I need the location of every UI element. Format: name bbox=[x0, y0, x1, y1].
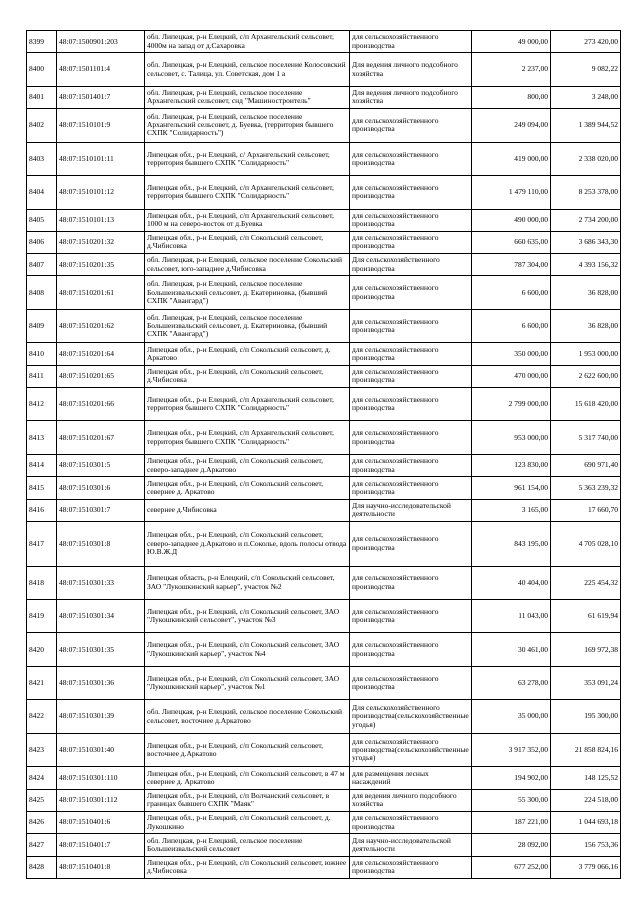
table-row bbox=[27, 700, 621, 733]
area-cell: 961 154,00 bbox=[472, 477, 551, 499]
address-cell: Липецкая обл., р-н Елецкий, с/п Сокольский сельсовет, д.Чибисовка bbox=[145, 365, 350, 387]
cadastral-number-cell: 48:07:1501101:4 bbox=[57, 53, 145, 86]
area-cell: 843 195,00 bbox=[472, 521, 551, 566]
row-number-cell: 8401 bbox=[27, 86, 57, 108]
address-cell: Липецкая обл., р-н Елецкий, с/п Сокольский сельсовет, д. Лукошкино bbox=[145, 811, 350, 833]
cadastral-number-cell: 48:07:1510201:61 bbox=[57, 276, 145, 309]
area-cell: 11 043,00 bbox=[472, 599, 551, 632]
address-cell: обл. Липецкая, р-н Елецкий, сельское поселение Большеизвальский сельсовет, д. Екатериновка, (бывший СХПК "Авангард") bbox=[145, 276, 350, 309]
land-use-cell: Для ведения личного подсобного хозяйства bbox=[350, 86, 472, 108]
table-row bbox=[27, 421, 621, 454]
cadastral-value-cell: 2 338 020,00 bbox=[551, 142, 621, 175]
area-cell: 194 902,00 bbox=[472, 767, 551, 789]
cadastral-value-cell: 36 828,00 bbox=[551, 309, 621, 342]
cadastral-value-cell: 156 753,36 bbox=[551, 834, 621, 856]
cadastral-number-cell: 48:07:1510201:66 bbox=[57, 388, 145, 421]
table-row bbox=[27, 599, 621, 632]
row-number-cell: 8427 bbox=[27, 834, 57, 856]
row-number-cell: 8400 bbox=[27, 53, 57, 86]
land-use-cell: для сельскохозяйственного производства bbox=[350, 309, 472, 342]
address-cell: Липецкая обл., р-н Елецкий, с/п Архангельский сельсовет, 1000 м на северо-восток от д.Буевка bbox=[145, 209, 350, 231]
land-use-cell: Для научно-исследовательской деятельности bbox=[350, 499, 472, 521]
row-number-cell: 8421 bbox=[27, 666, 57, 699]
area-cell: 2 799 000,00 bbox=[472, 388, 551, 421]
row-number-cell: 8420 bbox=[27, 633, 57, 666]
row-number-cell: 8410 bbox=[27, 343, 57, 365]
land-use-cell: Для сельскохозяйственного производства(сельскохозяйственные угодья) bbox=[350, 700, 472, 733]
cadastral-number-cell: 48:07:1510301:40 bbox=[57, 733, 145, 766]
land-use-cell: для сельскохозяйственного производства bbox=[350, 343, 472, 365]
cadastral-number-cell: 48:07:1510101:9 bbox=[57, 109, 145, 142]
land-use-cell: для сельскохозяйственного производства bbox=[350, 176, 472, 209]
cadastral-number-cell: 48:07:1510201:65 bbox=[57, 365, 145, 387]
row-number-cell: 8405 bbox=[27, 209, 57, 231]
address-cell: Липецкая обл., р-н Елецкий, с/п Сокольский сельсовет, д. Аркатово bbox=[145, 343, 350, 365]
land-use-cell: для сельскохозяйственного производства bbox=[350, 521, 472, 566]
address-cell: Липецкая обл., р-н Елецкий, с/п Архангельский сельсовет, территория бывшего СХПК "Солидарность" bbox=[145, 421, 350, 454]
area-cell: 55 300,00 bbox=[472, 789, 551, 811]
row-number-cell: 8428 bbox=[27, 856, 57, 878]
land-use-cell: для сельскохозяйственного производства(сельскохозяйственные угодья) bbox=[350, 733, 472, 766]
cadastral-value-cell: 225 454,32 bbox=[551, 566, 621, 599]
area-cell: 660 635,00 bbox=[472, 231, 551, 253]
land-use-cell: для сельскохозяйственного производства bbox=[350, 454, 472, 476]
cadastral-number-cell: 48:07:1510301:36 bbox=[57, 666, 145, 699]
row-number-cell: 8422 bbox=[27, 700, 57, 733]
cadastral-value-cell: 8 253 378,00 bbox=[551, 176, 621, 209]
cadastral-number-cell: 48:07:1510101:11 bbox=[57, 142, 145, 175]
land-use-cell: для сельскохозяйственного производства bbox=[350, 477, 472, 499]
cadastral-value-cell: 5 363 239,32 bbox=[551, 477, 621, 499]
table-row bbox=[27, 521, 621, 566]
cadastral-number-cell: 48:07:1510301:7 bbox=[57, 499, 145, 521]
area-cell: 2 237,00 bbox=[472, 53, 551, 86]
land-use-cell: для сельскохозяйственного производства bbox=[350, 388, 472, 421]
area-cell: 350 000,00 bbox=[472, 343, 551, 365]
area-cell: 30 461,00 bbox=[472, 633, 551, 666]
land-use-cell: Для сельскохозяйственного производства bbox=[350, 254, 472, 276]
area-cell: 63 278,00 bbox=[472, 666, 551, 699]
cadastral-value-cell: 169 972,38 bbox=[551, 633, 621, 666]
cadastral-number-cell: 48:07:1510301:35 bbox=[57, 633, 145, 666]
cadastral-number-cell: 48:07:1510101:12 bbox=[57, 176, 145, 209]
cadastral-number-cell: 48:07:1510201:62 bbox=[57, 309, 145, 342]
row-number-cell: 8404 bbox=[27, 176, 57, 209]
cadastral-number-cell: 48:07:1510401:7 bbox=[57, 834, 145, 856]
address-cell: Липецкая обл., р-н Елецкий, с/п Сокольский сельсовет, южнее д.Чибисовка bbox=[145, 856, 350, 878]
area-cell: 6 600,00 bbox=[472, 276, 551, 309]
area-cell: 187 221,00 bbox=[472, 811, 551, 833]
cadastral-number-cell: 48:07:1510201:32 bbox=[57, 231, 145, 253]
area-cell: 677 252,00 bbox=[472, 856, 551, 878]
row-number-cell: 8423 bbox=[27, 733, 57, 766]
area-cell: 3 165,00 bbox=[472, 499, 551, 521]
row-number-cell: 8426 bbox=[27, 811, 57, 833]
address-cell: обл. Липецкая, р-н Елецкий, сельское поселение Сокольский сельсовет, юго-западнее д.Чибисовка bbox=[145, 254, 350, 276]
cadastral-value-cell: 21 858 824,16 bbox=[551, 733, 621, 766]
table-row bbox=[27, 343, 621, 365]
address-cell: Липецкая обл., р-н Елецкий, с/п Сокольский сельсовет, ЗАО "Лукошкинский карьер", участок №4 bbox=[145, 633, 350, 666]
row-number-cell: 8408 bbox=[27, 276, 57, 309]
land-plots-table bbox=[26, 30, 621, 879]
table-row bbox=[27, 142, 621, 175]
land-use-cell: для размещения лесных насаждений bbox=[350, 767, 472, 789]
cadastral-number-cell: 48:07:1510101:13 bbox=[57, 209, 145, 231]
area-cell: 6 600,00 bbox=[472, 309, 551, 342]
land-use-cell: для сельскохозяйственного производства bbox=[350, 599, 472, 632]
table-row bbox=[27, 856, 621, 878]
cadastral-value-cell: 1 953 000,00 bbox=[551, 343, 621, 365]
area-cell: 35 000,00 bbox=[472, 700, 551, 733]
cadastral-number-cell: 48:07:1500901:203 bbox=[57, 31, 145, 53]
cadastral-value-cell: 224 518,00 bbox=[551, 789, 621, 811]
address-cell: Липецкая обл., р-н Елецкий, с/п Сокольский сельсовет, севернее д. Аркатово bbox=[145, 477, 350, 499]
table-row bbox=[27, 666, 621, 699]
land-use-cell: для сельскохозяйственного производства bbox=[350, 421, 472, 454]
address-cell: Липецкая обл., р-н Елецкий, с/п Сокольский сельсовет, восточнее д.Аркатово bbox=[145, 733, 350, 766]
row-number-cell: 8411 bbox=[27, 365, 57, 387]
row-number-cell: 8407 bbox=[27, 254, 57, 276]
table-row bbox=[27, 209, 621, 231]
area-cell: 123 830,00 bbox=[472, 454, 551, 476]
cadastral-value-cell: 1 044 693,18 bbox=[551, 811, 621, 833]
row-number-cell: 8399 bbox=[27, 31, 57, 53]
row-number-cell: 8424 bbox=[27, 767, 57, 789]
table-row bbox=[27, 811, 621, 833]
table-row bbox=[27, 31, 621, 53]
cadastral-value-cell: 148 125,52 bbox=[551, 767, 621, 789]
cadastral-value-cell: 353 091,24 bbox=[551, 666, 621, 699]
cadastral-value-cell: 9 082,22 bbox=[551, 53, 621, 86]
row-number-cell: 8412 bbox=[27, 388, 57, 421]
area-cell: 28 092,00 bbox=[472, 834, 551, 856]
land-use-cell: Для ведения личного подсобного хозяйства bbox=[350, 53, 472, 86]
cadastral-number-cell: 48:07:1510201:35 bbox=[57, 254, 145, 276]
address-cell: обл. Липецкая, р-н Елецкий, сельское поселение Большеизвальский сельсовет bbox=[145, 834, 350, 856]
area-cell: 3 917 352,00 bbox=[472, 733, 551, 766]
address-cell: севернее д.Чибисовка bbox=[145, 499, 350, 521]
table-row bbox=[27, 733, 621, 766]
address-cell: Липецкая обл., р-н Елецкий, с/п Архангельский сельсовет, территория бывшего СХПК "Солидарность" bbox=[145, 388, 350, 421]
address-cell: Липецкая обл., р-н Елецкий, с/п Сокольский сельсовет, ЗАО "Лукошкинский карьер", участок №1 bbox=[145, 666, 350, 699]
land-use-cell: для сельскохозяйственного производства bbox=[350, 856, 472, 878]
cadastral-value-cell: 5 317 740,00 bbox=[551, 421, 621, 454]
table-row bbox=[27, 499, 621, 521]
table-row bbox=[27, 767, 621, 789]
cadastral-number-cell: 48:07:1501401:7 bbox=[57, 86, 145, 108]
cadastral-number-cell: 48:07:1510301:39 bbox=[57, 700, 145, 733]
land-use-cell: для сельскохозяйственного производства bbox=[350, 666, 472, 699]
row-number-cell: 8417 bbox=[27, 521, 57, 566]
land-use-cell: для ведения личного подсобного хозяйства bbox=[350, 789, 472, 811]
table-row bbox=[27, 53, 621, 86]
cadastral-value-cell: 2 734 200,00 bbox=[551, 209, 621, 231]
land-use-cell: для сельскохозяйственного производства bbox=[350, 811, 472, 833]
address-cell: обл. Липецкая, р-н Елецкий, сельское поселение Архангельский сельсовет, д. Буевка, (территория бывшего СХПК "Солидарность") bbox=[145, 109, 350, 142]
table-row bbox=[27, 254, 621, 276]
area-cell: 1 479 110,00 bbox=[472, 176, 551, 209]
area-cell: 49 000,00 bbox=[472, 31, 551, 53]
row-number-cell: 8425 bbox=[27, 789, 57, 811]
area-cell: 419 000,00 bbox=[472, 142, 551, 175]
table-row bbox=[27, 109, 621, 142]
row-number-cell: 8415 bbox=[27, 477, 57, 499]
land-use-cell: Для научно-исследовательской деятельности bbox=[350, 834, 472, 856]
cadastral-number-cell: 48:07:1510301:5 bbox=[57, 454, 145, 476]
cadastral-value-cell: 15 618 420,00 bbox=[551, 388, 621, 421]
cadastral-value-cell: 2 622 600,00 bbox=[551, 365, 621, 387]
land-use-cell: для сельскохозяйственного производства bbox=[350, 566, 472, 599]
cadastral-value-cell: 4 705 028,10 bbox=[551, 521, 621, 566]
address-cell: обл. Липецкая, р-н Елецкий, сельское поселение Колосовский сельсовет, с. Талица, ул. Советская, дом 1 а bbox=[145, 53, 350, 86]
address-cell: Липецкая обл., р-н Елецкий, с/п Сокольский сельсовет, северо-западнее д.Аркатово bbox=[145, 454, 350, 476]
table-row bbox=[27, 176, 621, 209]
table-row bbox=[27, 231, 621, 253]
cadastral-value-cell: 17 660,70 bbox=[551, 499, 621, 521]
cadastral-value-cell: 61 619,94 bbox=[551, 599, 621, 632]
address-cell: обл. Липецкая, р-н Елецкий, сельское поселение Большеизвальский сельсовет, д. Екатериновка, (бывший СХПК "Авангард") bbox=[145, 309, 350, 342]
address-cell: Липецкая область, р-н Елецкий, с/п Сокольский сельсовет, ЗАО "Лукошкинский карьер", участок №2 bbox=[145, 566, 350, 599]
cadastral-number-cell: 48:07:1510201:67 bbox=[57, 421, 145, 454]
cadastral-value-cell: 690 971,40 bbox=[551, 454, 621, 476]
table-row bbox=[27, 365, 621, 387]
land-use-cell: для сельскохозяйственного производства bbox=[350, 365, 472, 387]
cadastral-number-cell: 48:07:1510301:33 bbox=[57, 566, 145, 599]
cadastral-value-cell: 3 248,00 bbox=[551, 86, 621, 108]
land-use-cell: для сельскохозяйственного производства bbox=[350, 633, 472, 666]
land-use-cell: для сельскохозяйственного производства bbox=[350, 142, 472, 175]
area-cell: 490 000,00 bbox=[472, 209, 551, 231]
row-number-cell: 8414 bbox=[27, 454, 57, 476]
area-cell: 787 304,00 bbox=[472, 254, 551, 276]
table-row bbox=[27, 834, 621, 856]
land-use-cell: для сельскохозяйственного производства bbox=[350, 209, 472, 231]
address-cell: обл. Липецкая, р-н Елецкий, сельское поселение Архангельский сельсовет, снд "Машиностроитель" bbox=[145, 86, 350, 108]
cadastral-value-cell: 3 779 066,16 bbox=[551, 856, 621, 878]
area-cell: 470 000,00 bbox=[472, 365, 551, 387]
row-number-cell: 8402 bbox=[27, 109, 57, 142]
row-number-cell: 8416 bbox=[27, 499, 57, 521]
cadastral-number-cell: 48:07:1510301:8 bbox=[57, 521, 145, 566]
cadastral-value-cell: 36 828,00 bbox=[551, 276, 621, 309]
table-row bbox=[27, 309, 621, 342]
address-cell: Липецкая обл., р-н Елецкий, с/п Сокольский сельсовет, в 47 м севернее д. Аркатово bbox=[145, 767, 350, 789]
table-body bbox=[27, 31, 621, 879]
address-cell: Липецкая обл., р-н Елецкий, с/п Сокольский сельсовет, ЗАО "Лукошкинский сельсовет", участок №3 bbox=[145, 599, 350, 632]
table-row bbox=[27, 477, 621, 499]
address-cell: Липецкая обл., р-н Елецкий, с/п Волчанский сельсовет, в границах бывшего СХПК "Маяк" bbox=[145, 789, 350, 811]
area-cell: 40 404,00 bbox=[472, 566, 551, 599]
table-row bbox=[27, 454, 621, 476]
table-row bbox=[27, 789, 621, 811]
row-number-cell: 8418 bbox=[27, 566, 57, 599]
cadastral-number-cell: 48:07:1510301:110 bbox=[57, 767, 145, 789]
area-cell: 953 000,00 bbox=[472, 421, 551, 454]
cadastral-number-cell: 48:07:1510201:64 bbox=[57, 343, 145, 365]
table-row bbox=[27, 633, 621, 666]
area-cell: 800,00 bbox=[472, 86, 551, 108]
row-number-cell: 8409 bbox=[27, 309, 57, 342]
row-number-cell: 8413 bbox=[27, 421, 57, 454]
row-number-cell: 8406 bbox=[27, 231, 57, 253]
cadastral-value-cell: 1 389 944,52 bbox=[551, 109, 621, 142]
table-row bbox=[27, 86, 621, 108]
cadastral-number-cell: 48:07:1510301:6 bbox=[57, 477, 145, 499]
cadastral-number-cell: 48:07:1510401:8 bbox=[57, 856, 145, 878]
address-cell: обл. Липецкая, р-н Елецкий, с/п Архангельский сельсовет, 4000м на запад от д.Сахаровка bbox=[145, 31, 350, 53]
cadastral-value-cell: 4 393 156,32 bbox=[551, 254, 621, 276]
table-row bbox=[27, 388, 621, 421]
address-cell: Липецкая обл., р-н Елецкий, с/п Архангельский сельсовет, территория бывшего СХПК "Солидарность" bbox=[145, 176, 350, 209]
cadastral-value-cell: 273 420,00 bbox=[551, 31, 621, 53]
land-use-cell: для сельскохозяйственного производства bbox=[350, 31, 472, 53]
address-cell: Липецкая обл., р-н Елецкий, с/п Сокольский сельсовет, северо-западнее д.Аркатово и п.Соколье, вдоль полосы отвода Ю.В.Ж.Д bbox=[145, 521, 350, 566]
land-use-cell: для сельскохозяйственного производства bbox=[350, 276, 472, 309]
cadastral-number-cell: 48:07:1510301:112 bbox=[57, 789, 145, 811]
address-cell: обл. Липецкая, р-н Елецкий, сельское поселение Сокольский сельсовет, восточнее д.Аркатово bbox=[145, 700, 350, 733]
cadastral-number-cell: 48:07:1510401:6 bbox=[57, 811, 145, 833]
land-use-cell: для сельскохозяйственного производства bbox=[350, 109, 472, 142]
row-number-cell: 8403 bbox=[27, 142, 57, 175]
area-cell: 249 094,00 bbox=[472, 109, 551, 142]
table-row bbox=[27, 276, 621, 309]
cadastral-value-cell: 3 686 343,30 bbox=[551, 231, 621, 253]
row-number-cell: 8419 bbox=[27, 599, 57, 632]
cadastral-number-cell: 48:07:1510301:34 bbox=[57, 599, 145, 632]
land-use-cell: для сельскохозяйственного производства bbox=[350, 231, 472, 253]
address-cell: Липецкая обл., р-н Елецкий, с/п Сокольский сельсовет, д.Чибисовка bbox=[145, 231, 350, 253]
table-row bbox=[27, 566, 621, 599]
cadastral-value-cell: 195 300,00 bbox=[551, 700, 621, 733]
address-cell: Липецкая обл., р-н Елецкий, с/ Архангельский сельсовет, территория бывшего СХПК "Солидарность" bbox=[145, 142, 350, 175]
